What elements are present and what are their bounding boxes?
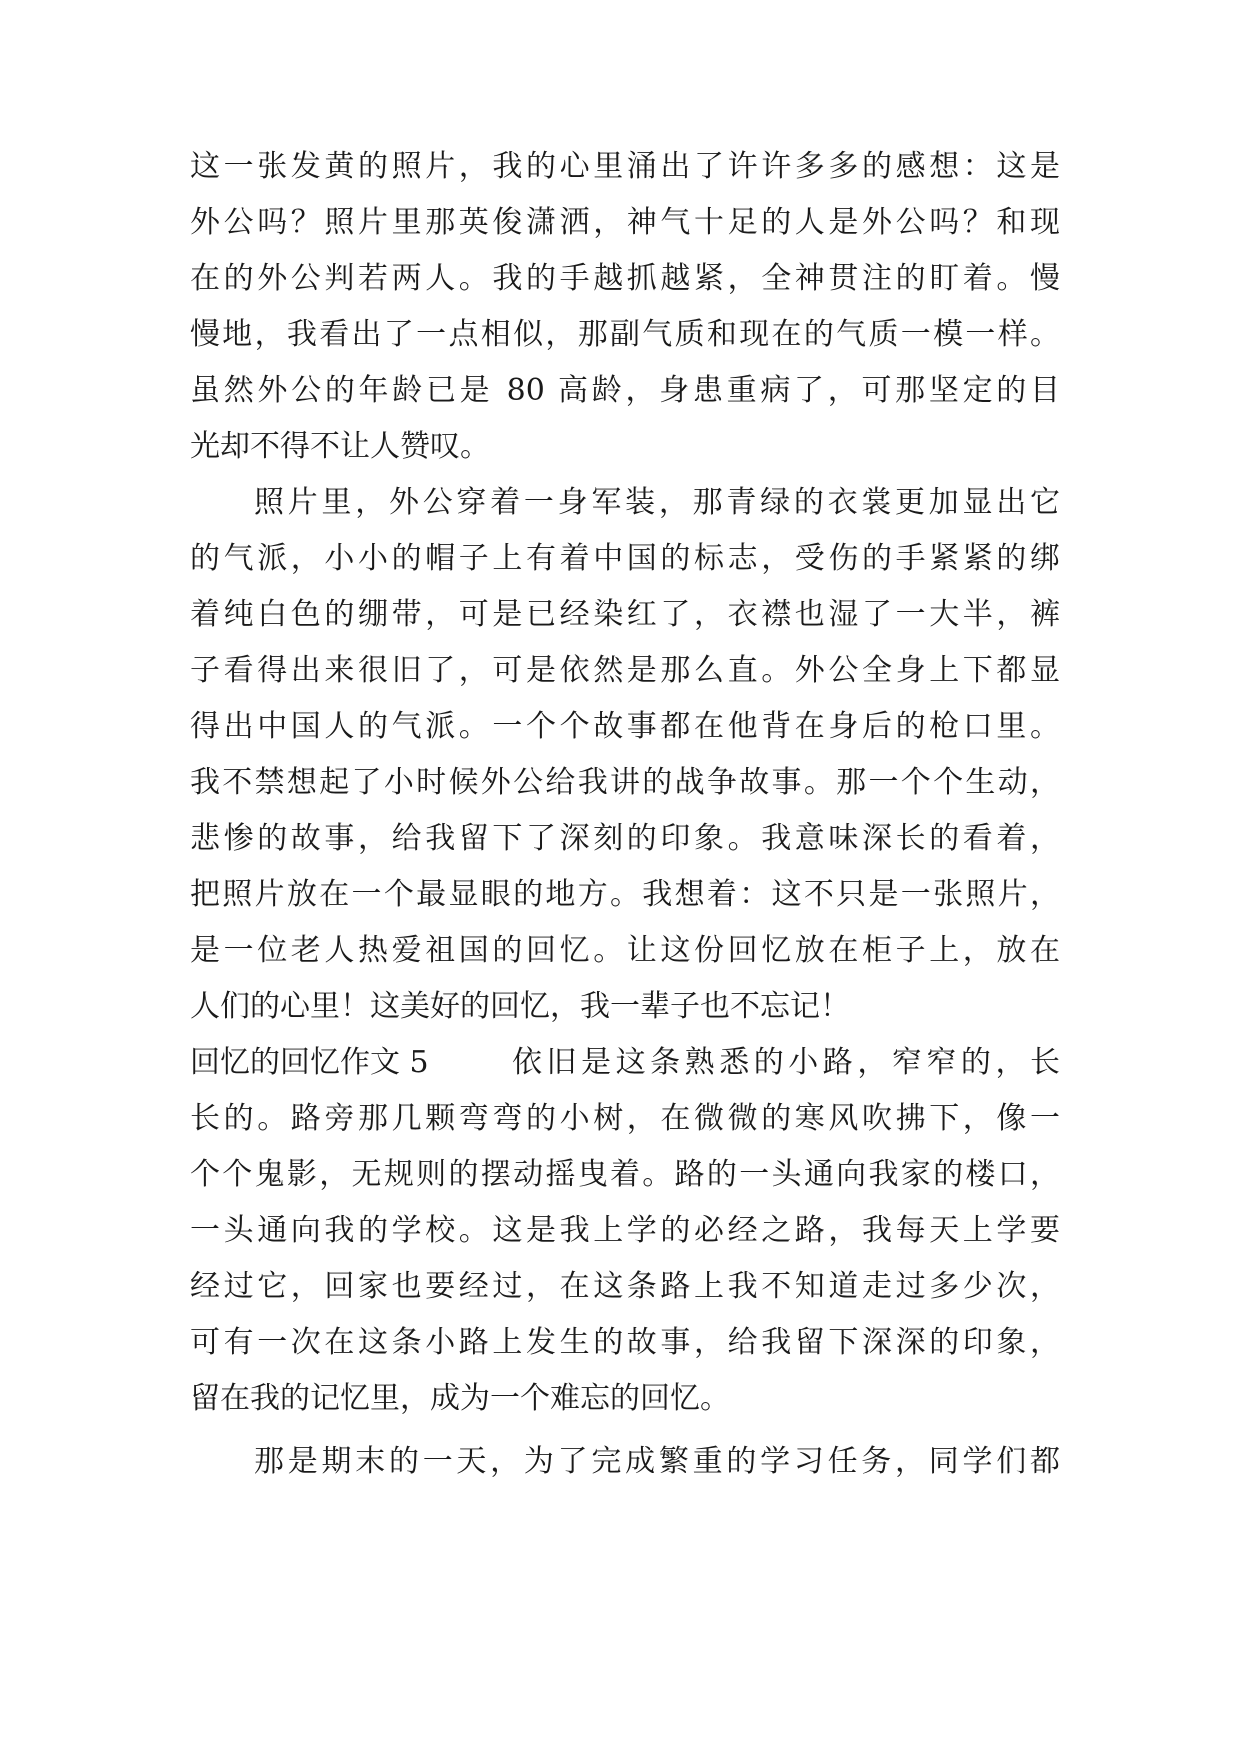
text-line: 长的。路旁那几颗弯弯的小树，在微微的寒风吹拂下，像一 <box>190 1101 1060 1136</box>
text-line: 照片里，外公穿着一身军装，那青绿的衣裳更加显出它 <box>254 485 1060 520</box>
text-line: 在的外公判若两人。我的手越抓越紧，全神贯注的盯着。慢 <box>190 261 1060 296</box>
text-line: 那是期末的一天，为了完成繁重的学习任务，同学们都 <box>254 1444 1060 1479</box>
text-line: 一头通向我的学校。这是我上学的必经之路，我每天上学要 <box>190 1213 1060 1248</box>
text-line: 的气派，小小的帽子上有着中国的标志，受伤的手紧紧的绑 <box>190 541 1060 576</box>
text-line: 是一位老人热爱祖国的回忆。让这份回忆放在柜子上，放在 <box>190 933 1060 968</box>
text-line: 慢地，我看出了一点相似，那副气质和现在的气质一模一样。 <box>190 317 1060 352</box>
text-line: 悲惨的故事，给我留下了深刻的印象。我意味深长的看着， <box>190 821 1060 856</box>
text-line: 个个鬼影，无规则的摆动摇曳着。路的一头通向我家的楼口， <box>190 1157 1060 1192</box>
text-line: 经过它，回家也要经过，在这条路上我不知道走过多少次， <box>190 1269 1060 1304</box>
text-line: 虽然外公的年龄已是 80 高龄，身患重病了，可那坚定的目 <box>190 373 1060 408</box>
text-line: 光却不得不让人赞叹。 <box>190 429 490 464</box>
text-line: 子看得出来很旧了，可是依然是那么直。外公全身上下都显 <box>190 653 1060 688</box>
text-line: 着纯白色的绷带，可是已经染红了，衣襟也湿了一大半，裤 <box>190 597 1060 632</box>
text-line: 留在我的记忆里，成为一个难忘的回忆。 <box>190 1381 730 1416</box>
section-heading-line <box>190 1033 1060 1093</box>
section-heading: 回忆的回忆作文 5 <box>190 1045 429 1080</box>
text-line: 依旧是这条熟悉的小路，窄窄的，长 <box>512 1045 1060 1080</box>
text-line: 把照片放在一个最显眼的地方。我想着：这不只是一张照片， <box>190 877 1060 912</box>
text-line: 这一张发黄的照片，我的心里涌出了许许多多的感想：这是 <box>190 149 1060 184</box>
text-line: 人们的心里！这美好的回忆，我一辈子也不忘记！ <box>190 989 850 1024</box>
text-line: 我不禁想起了小时候外公给我讲的战争故事。那一个个生动， <box>190 765 1060 800</box>
text-line: 可有一次在这条小路上发生的故事，给我留下深深的印象， <box>190 1325 1060 1360</box>
text-line: 得出中国人的气派。一个个故事都在他背在身后的枪口里。 <box>190 709 1060 744</box>
text-line: 外公吗？照片里那英俊潇洒，神气十足的人是外公吗？和现 <box>190 205 1060 240</box>
